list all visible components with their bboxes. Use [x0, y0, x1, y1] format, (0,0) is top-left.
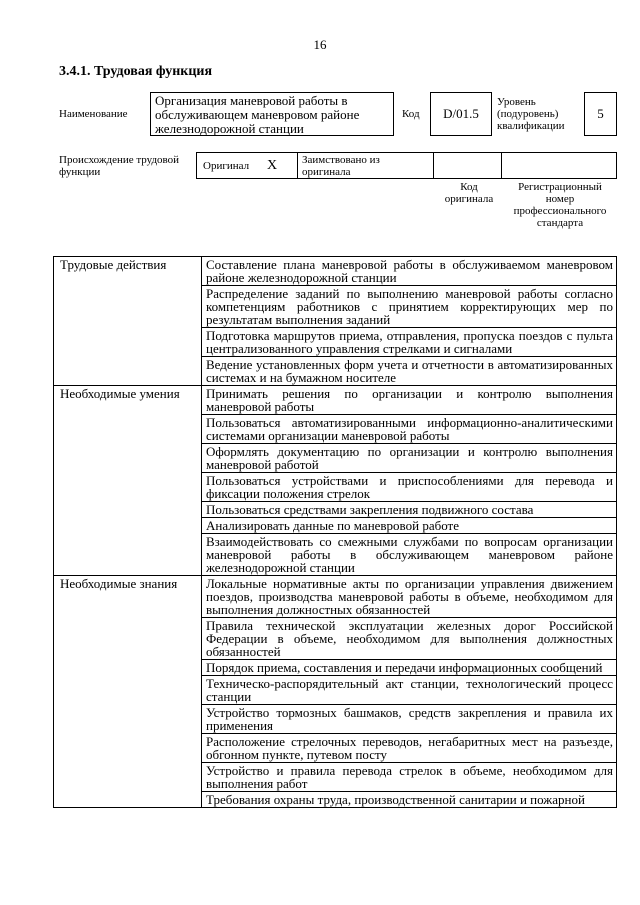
section-title: Необходимые умения [54, 386, 202, 576]
section-heading: 3.4.1. Трудовая функция [59, 64, 213, 79]
origin-label: Происхождение трудовой функции [59, 154, 180, 178]
page-number: 16 [313, 37, 327, 52]
table-row [54, 576, 617, 618]
labor-function-table [53, 256, 617, 808]
section-item: Ведение установленных форм учета и отчетности в автоматизированных системах и на бумажном носителе [202, 357, 617, 386]
section-item: Расположение стрелочных переводов, негабаритных мест на разъезде, обгонном пункте, путевом посту [202, 734, 617, 763]
section-item: Подготовка маршрутов приема, отправления, пропуска поездов с пульта централизованного управления стрелками и сигналами [202, 328, 617, 357]
borrowed-label: Заимствовано из оригинала [302, 154, 380, 178]
original-cell [197, 153, 298, 178]
section-item: Локальные нормативные акты по организации управления движением поездов, производства маневровой работы в объеме, необходимом для выполнения должностных обязанностей [202, 576, 617, 618]
name-label: Наименование [59, 108, 128, 120]
table-row [54, 257, 617, 286]
section-item: Анализировать данные по маневровой работе [202, 518, 617, 534]
section-item: Составление плана маневровой работы в обслуживаемом маневровом районе железнодорожной станции [202, 257, 617, 286]
level-label: Уровень (подуровень) квалификации [497, 96, 565, 132]
section-item: Распределение заданий по выполнению маневровой работы согласно компетенциям работников с принятием корректирующих мер по результатам выполнения заданий [202, 286, 617, 328]
borrowed-cell [298, 153, 434, 178]
table-row [54, 386, 617, 415]
section-item: Принимать решения по организации и контролю выполнения маневровой работы [202, 386, 617, 415]
reg-number-cell [502, 153, 616, 178]
section-title: Необходимые знания [54, 576, 202, 808]
section-item: Устройство и правила перевода стрелок в объеме, необходимом для выполнения работ [202, 763, 617, 792]
name-value: Организация маневровой работы в обслуживающем маневровом районе железнодорожной станции [150, 92, 394, 136]
level-value: 5 [584, 92, 617, 136]
section-item: Пользоваться автоматизированными информационно-аналитическими системами организации маневровой работы [202, 415, 617, 444]
section-item: Техническо-распорядительный акт станции, технологический процесс станции [202, 676, 617, 705]
section-item: Требования охраны труда, производственной санитарии и пожарной [202, 792, 617, 808]
code-original-caption: Код оригинала [444, 181, 494, 205]
code-label: Код [402, 108, 420, 120]
section-item: Оформлять документацию по организации и контролю выполнения маневровой работой [202, 444, 617, 473]
code-value: D/01.5 [430, 92, 492, 136]
origin-row [196, 152, 617, 179]
section-item: Устройство тормозных башмаков, средств закрепления и правила их применения [202, 705, 617, 734]
section-item: Пользоваться устройствами и приспособлениями для перевода и фиксации положения стрелок [202, 473, 617, 502]
section-item: Взаимодействовать со смежными службами по вопросам организации маневровой работы в обслуживающем маневровом районе железнодорожной станции [202, 534, 617, 576]
reg-number-caption: Регистрационный номер профессионального стандарта [513, 181, 607, 229]
section-item: Пользоваться средствами закрепления подвижного состава [202, 502, 617, 518]
section-item: Правила технической эксплуатации железных дорог Российской Федерации в объеме, необходимом для выполнения должностных обязанностей [202, 618, 617, 660]
original-mark: X [267, 158, 278, 173]
code-original-cell [434, 153, 502, 178]
section-item: Порядок приема, составления и передачи информационных сообщений [202, 660, 617, 676]
section-title: Трудовые действия [54, 257, 202, 386]
original-label: Оригинал [203, 160, 250, 172]
